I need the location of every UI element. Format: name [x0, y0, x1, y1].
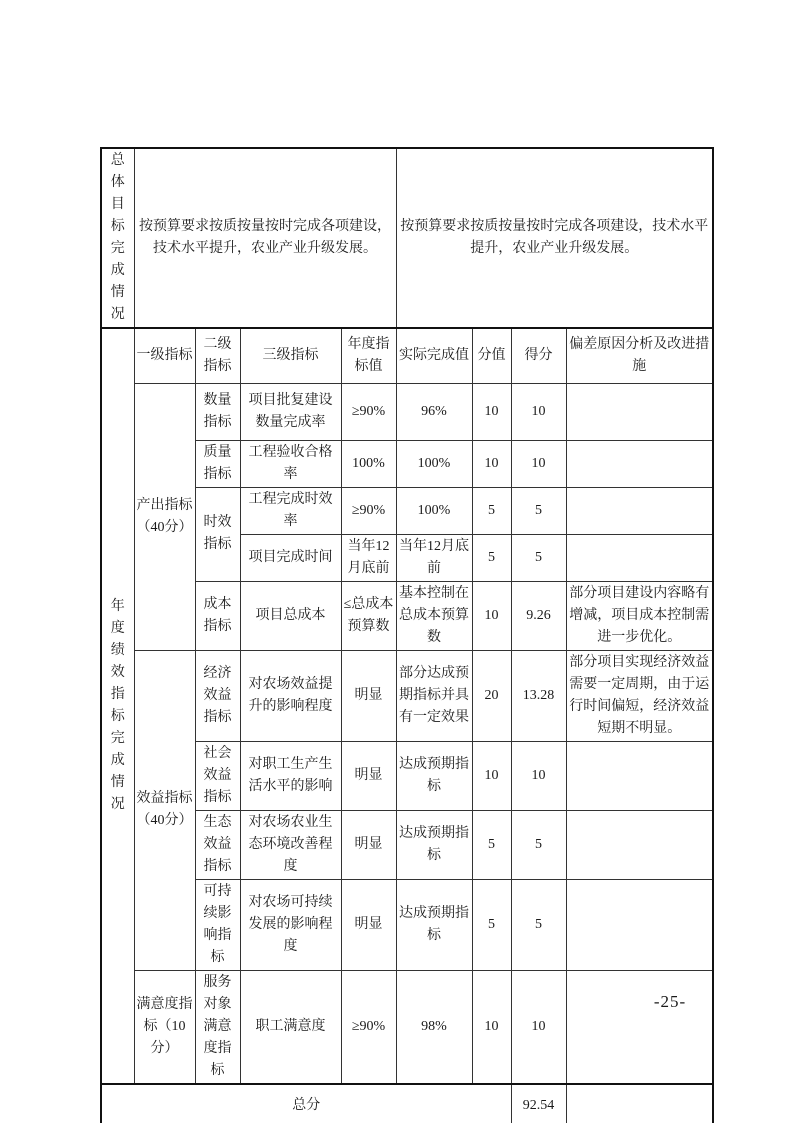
row1-actual-value: 100%	[396, 440, 472, 487]
row5-level3: 对农场效益提升的影响程度	[240, 650, 341, 741]
table-row	[101, 650, 713, 741]
row0-deviation	[566, 383, 713, 440]
header-score-max: 分值	[472, 328, 511, 383]
total-label: 总分	[101, 1084, 511, 1123]
row8-score-max: 5	[472, 879, 511, 970]
performance-table	[100, 147, 714, 1123]
row7-score: 5	[511, 810, 566, 879]
row1-deviation	[566, 440, 713, 487]
row6-actual-value: 达成预期指标	[396, 741, 472, 810]
row8-score: 5	[511, 879, 566, 970]
header-level2: 二级指标	[195, 328, 240, 383]
row6-score: 10	[511, 741, 566, 810]
overall-goal-row-label: 总体目标完成情况	[101, 148, 134, 328]
row4-level3: 项目总成本	[240, 581, 341, 650]
row8-deviation	[566, 879, 713, 970]
row4-annual-value: ≤总成本预算数	[341, 581, 396, 650]
row5-actual-value: 部分达成预期指标并具有一定效果	[396, 650, 472, 741]
row1-annual-value: 100%	[341, 440, 396, 487]
row3-deviation	[566, 534, 713, 581]
row7-annual-value: 明显	[341, 810, 396, 879]
row2-deviation	[566, 487, 713, 534]
header-score: 得分	[511, 328, 566, 383]
level1-group-output: 产出指标（40分）	[134, 383, 195, 650]
row8-actual-value: 达成预期指标	[396, 879, 472, 970]
row6-level3: 对职工生产生活水平的影响	[240, 741, 341, 810]
overall-goal-row	[101, 148, 713, 328]
row9-annual-value: ≥90%	[341, 970, 396, 1084]
header-actual-value: 实际完成值	[396, 328, 472, 383]
row5-level2: 经济效益指标	[195, 650, 240, 741]
row9-level2: 服务对象满意度指标	[195, 970, 240, 1084]
header-level3: 三级指标	[240, 328, 341, 383]
row0-actual-value: 96%	[396, 383, 472, 440]
header-annual-value: 年度指标值	[341, 328, 396, 383]
row9-deviation	[566, 970, 713, 1084]
row9-level3: 职工满意度	[240, 970, 341, 1084]
row0-level2: 数量指标	[195, 383, 240, 440]
row1-level3: 工程验收合格率	[240, 440, 341, 487]
row2-level3: 工程完成时效率	[240, 487, 341, 534]
row6-score-max: 10	[472, 741, 511, 810]
row3-level3: 项目完成时间	[240, 534, 341, 581]
row9-score-max: 10	[472, 970, 511, 1084]
row1-score-max: 10	[472, 440, 511, 487]
overall-annual-target-cell: 按预算要求按质按量按时完成各项建设，技术水平提升，农业产业升级发展。	[134, 148, 396, 328]
row2-annual-value: ≥90%	[341, 487, 396, 534]
row8-annual-value: 明显	[341, 879, 396, 970]
row6-level2: 社会效益指标	[195, 741, 240, 810]
row3-score: 5	[511, 534, 566, 581]
row4-level2: 成本指标	[195, 581, 240, 650]
total-score: 92.54	[511, 1084, 566, 1123]
row2-score: 5	[511, 487, 566, 534]
level1-group-benefit: 效益指标（40分）	[134, 650, 195, 970]
row4-actual-value: 基本控制在总成本预算数	[396, 581, 472, 650]
table-row	[101, 970, 713, 1084]
row2-level2: 时效指标	[195, 487, 240, 581]
row2-score-max: 5	[472, 487, 511, 534]
row9-score: 10	[511, 970, 566, 1084]
row6-annual-value: 明显	[341, 741, 396, 810]
row9-actual-value: 98%	[396, 970, 472, 1084]
row7-level3: 对农场农业生态环境改善程度	[240, 810, 341, 879]
table-row	[101, 383, 713, 440]
level1-group-satisfaction: 满意度指标（10分）	[134, 970, 195, 1084]
row8-level2: 可持续影响指标	[195, 879, 240, 970]
overall-actual-completion-cell: 按预算要求按质按量按时完成各项建设，技术水平提升，农业产业升级发展。	[396, 148, 713, 328]
row5-score: 13.28	[511, 650, 566, 741]
row3-annual-value: 当年12月底前	[341, 534, 396, 581]
row0-score-max: 10	[472, 383, 511, 440]
row5-deviation: 部分项目实现经济效益需要一定周期，由于运行时间偏短，经济效益短期不明显。	[566, 650, 713, 741]
row2-actual-value: 100%	[396, 487, 472, 534]
row0-score: 10	[511, 383, 566, 440]
row5-score-max: 20	[472, 650, 511, 741]
row8-level3: 对农场可持续发展的影响程度	[240, 879, 341, 970]
table-header-row	[101, 328, 713, 383]
performance-section-label: 年度绩效指标完成情况	[101, 328, 134, 1084]
row1-level2: 质量指标	[195, 440, 240, 487]
row0-level3: 项目批复建设数量完成率	[240, 383, 341, 440]
header-level1: 一级指标	[134, 328, 195, 383]
row7-score-max: 5	[472, 810, 511, 879]
total-deviation	[566, 1084, 713, 1123]
row3-score-max: 5	[472, 534, 511, 581]
header-deviation: 偏差原因分析及改进措施	[566, 328, 713, 383]
row3-actual-value: 当年12月底前	[396, 534, 472, 581]
row4-deviation: 部分项目建设内容略有增减，项目成本控制需进一步优化。	[566, 581, 713, 650]
row6-deviation	[566, 741, 713, 810]
row0-annual-value: ≥90%	[341, 383, 396, 440]
total-row	[101, 1084, 713, 1123]
row7-actual-value: 达成预期指标	[396, 810, 472, 879]
row7-level2: 生态效益指标	[195, 810, 240, 879]
row4-score: 9.26	[511, 581, 566, 650]
row1-score: 10	[511, 440, 566, 487]
row5-annual-value: 明显	[341, 650, 396, 741]
page-number: -25-	[653, 992, 687, 1011]
row7-deviation	[566, 810, 713, 879]
row4-score-max: 10	[472, 581, 511, 650]
